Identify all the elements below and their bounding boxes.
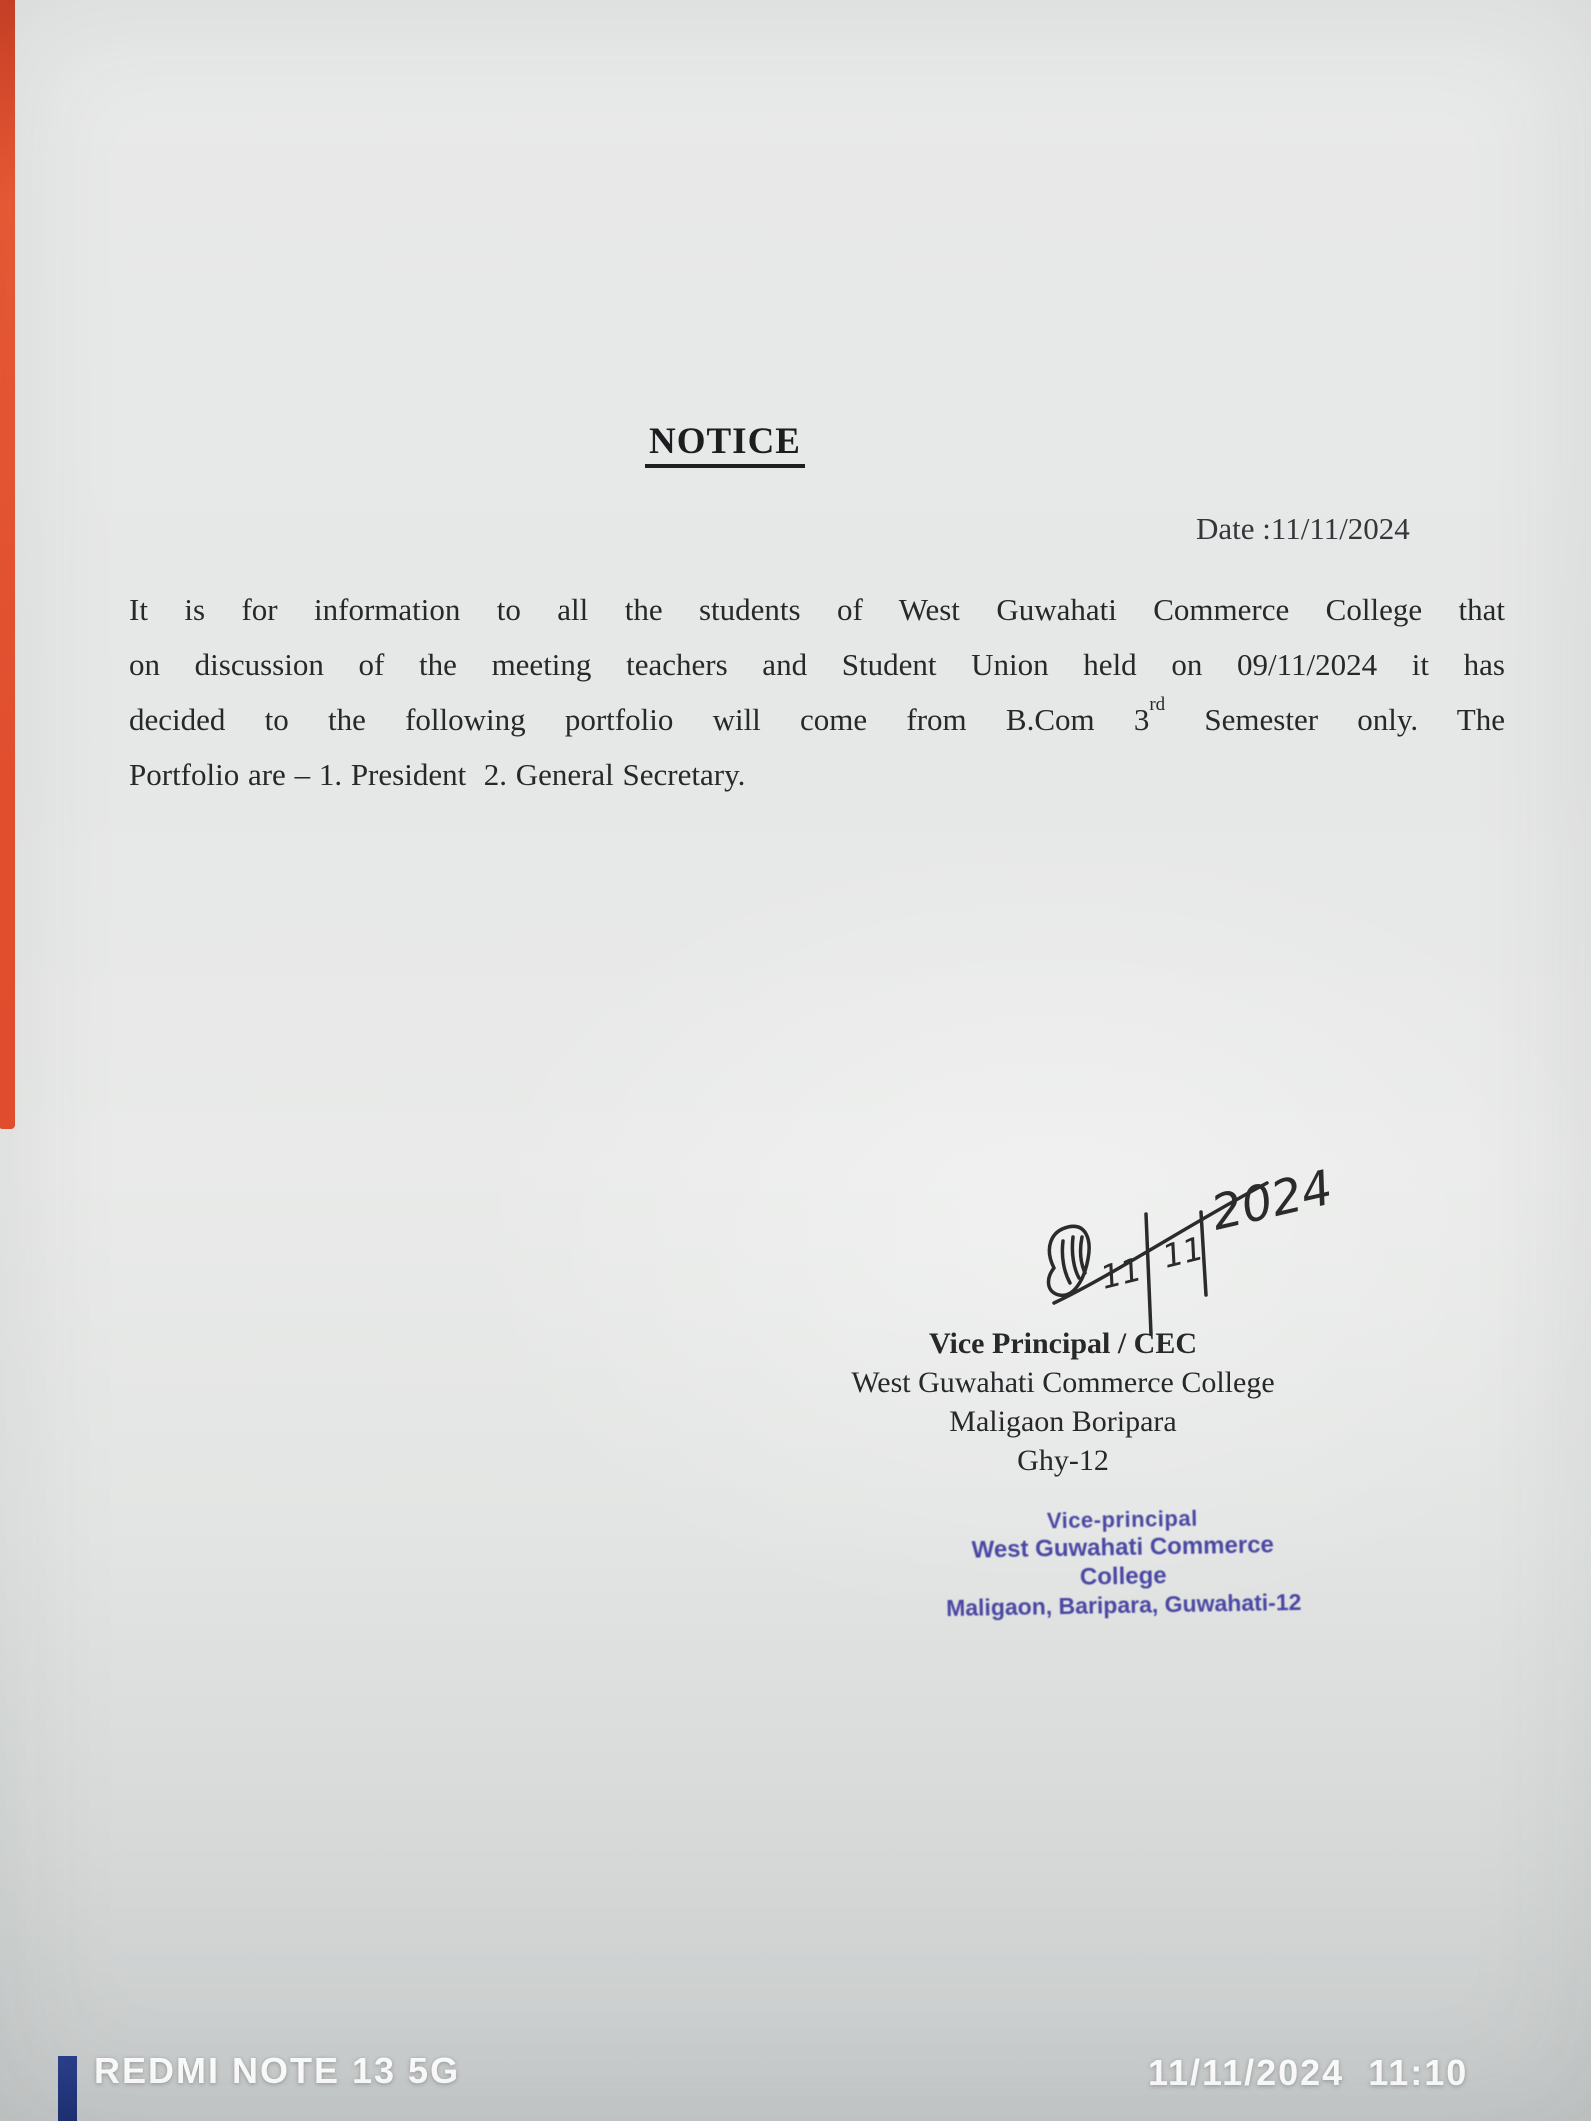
signature-stroke-c <box>1081 1237 1085 1273</box>
signatory-title: Vice Principal / CEC <box>928 1327 1198 1360</box>
handwritten-month: 11 <box>1096 1250 1146 1297</box>
notice-title-wrap <box>565 420 885 468</box>
signatory-org: West Guwahati Commerce College <box>851 1366 1275 1399</box>
camera-datetime-watermark: 11/11/2024 11:10 <box>1148 2052 1469 2093</box>
date-separator-1 <box>1146 1214 1151 1334</box>
notice-body <box>129 582 1505 802</box>
red-edge-strip <box>0 0 15 1129</box>
stamp-title: Vice-principal <box>1046 1505 1198 1534</box>
signatory-address: Maligaon Boripara <box>949 1405 1177 1438</box>
stamp-org: West Guwahati Commerce College <box>971 1531 1275 1591</box>
body-line-2: on discussion of the meeting teachers and Student Union held on 09/11/2024 it has <box>129 647 1505 682</box>
handwritten-date <box>1097 1160 1338 1297</box>
office-stamp <box>927 1503 1319 1623</box>
body-line-4: Portfolio are – 1. President 2. General Secretary. <box>129 757 746 792</box>
handwritten-day: 11 <box>1158 1229 1208 1276</box>
date-line: Date :11/11/2024 <box>1196 511 1410 546</box>
body-line-1: It is for information to all the students of West Guwahati Commerce College that <box>129 592 1505 627</box>
signature-stroke-b <box>1072 1237 1079 1278</box>
signature-block <box>828 1324 1298 1480</box>
stamp-address: Maligaon, Baripara, Guwahati-12 <box>945 1588 1302 1622</box>
signature-stroke-a <box>1062 1241 1070 1283</box>
body-line-3 <box>129 692 1505 747</box>
signatory-city: Ghy-12 <box>1017 1444 1109 1477</box>
ordinal-superscript: rd <box>1149 694 1166 716</box>
camera-device-watermark: REDMI NOTE 13 5G <box>94 2050 461 2091</box>
body-line-3-post: Semester only. The <box>1165 702 1505 737</box>
blue-corner-artifact <box>58 2056 77 2121</box>
handwritten-year: 2024 <box>1206 1159 1338 1242</box>
notice-title: NOTICE <box>645 420 805 468</box>
body-line-3-pre: decided to the following portfolio will come from B.Com 3 <box>129 702 1150 737</box>
